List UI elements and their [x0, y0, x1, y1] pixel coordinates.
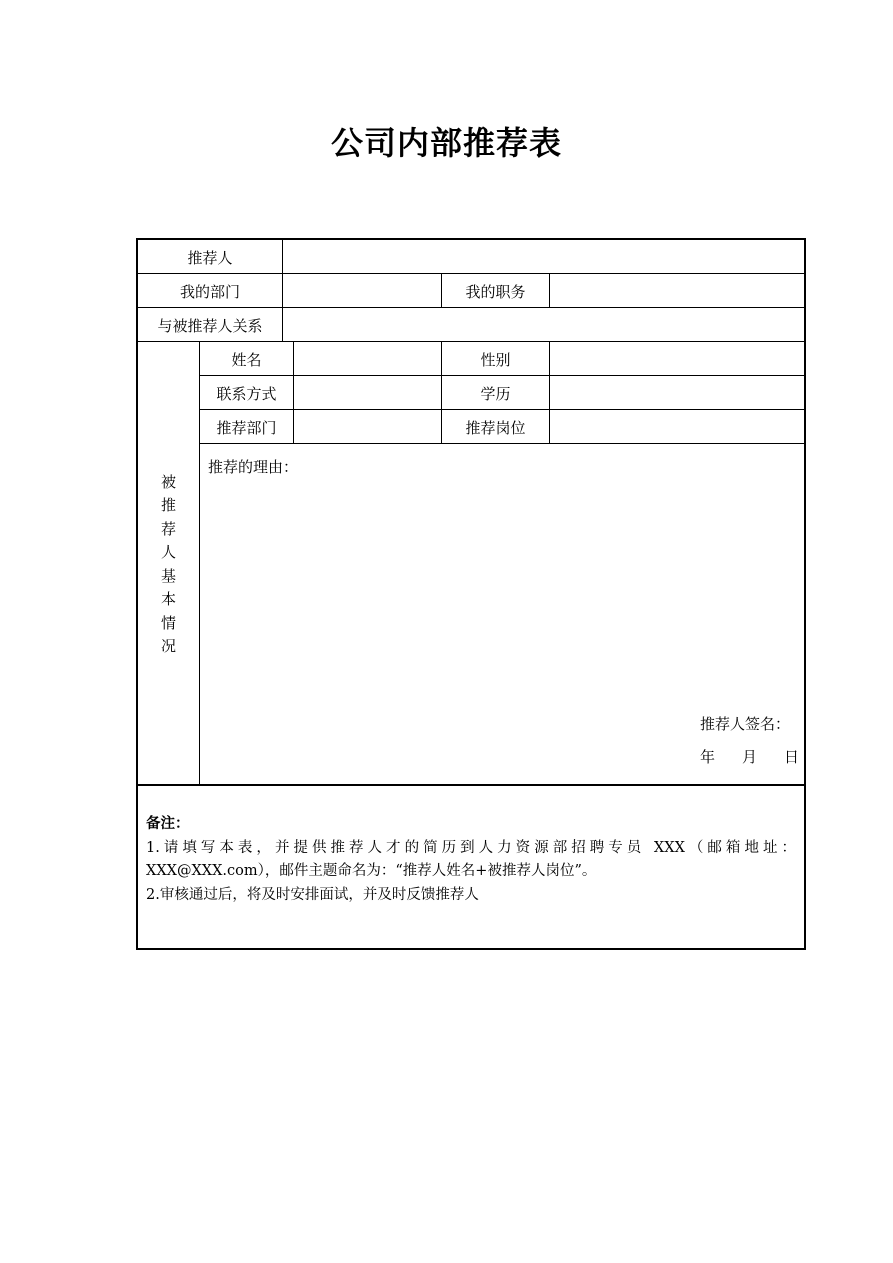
- education-field[interactable]: [550, 376, 803, 409]
- my-position-label: 我的职务: [465, 282, 526, 301]
- recommender-field[interactable]: [283, 240, 803, 273]
- date-month-label: 月: [742, 748, 758, 766]
- date-year-label: 年: [700, 748, 716, 766]
- relation-label: 与被推荐人关系: [157, 316, 263, 335]
- section-char: 情: [160, 613, 176, 632]
- recommendation-form: [136, 238, 806, 950]
- notes-line-1: 1.请填写本表，并提供推荐人才的简历到人力资源部招聘专员 XXX（邮箱地址：: [146, 839, 796, 856]
- relation-field[interactable]: [283, 308, 803, 341]
- recommender-label: 推荐人: [187, 248, 233, 267]
- reason-field[interactable]: [200, 480, 803, 700]
- contact-label: 联系方式: [216, 384, 277, 403]
- section-char: 推: [160, 496, 176, 514]
- name-field[interactable]: [294, 342, 441, 375]
- rec-department-label: 推荐部门: [216, 418, 277, 437]
- notes-section: [146, 813, 796, 907]
- notes-line-1-cont: XXX@XXX.com），邮件主题命名为：“推荐人姓名+被推荐人岗位”。: [146, 863, 597, 879]
- gender-label: 性别: [480, 350, 511, 369]
- signature-label: 推荐人签名：: [700, 715, 791, 733]
- rec-post-label: 推荐岗位: [465, 418, 526, 437]
- rec-post-field[interactable]: [550, 410, 803, 443]
- my-position-field[interactable]: [550, 274, 803, 307]
- page-title: 公司内部推荐表: [330, 124, 562, 162]
- notes-title: 备注：: [146, 816, 190, 832]
- section-char: 基: [160, 566, 176, 585]
- education-label: 学历: [480, 384, 511, 403]
- contact-field[interactable]: [294, 376, 441, 409]
- my-department-field[interactable]: [283, 274, 441, 307]
- section-char: 被: [160, 472, 176, 491]
- date-day-label: 日: [784, 748, 800, 766]
- section-char: 荐: [160, 519, 176, 538]
- rec-department-field[interactable]: [294, 410, 441, 443]
- candidate-section-label: [138, 343, 199, 786]
- notes-line-2: 2.审核通过后，将及时安排面试，并及时反馈推荐人: [146, 886, 479, 903]
- reason-label: 推荐的理由：: [208, 458, 299, 476]
- section-char: 况: [160, 637, 176, 655]
- name-label: 姓名: [231, 350, 262, 369]
- gender-field[interactable]: [550, 342, 803, 375]
- section-char: 人: [160, 543, 176, 561]
- my-department-label: 我的部门: [179, 282, 240, 301]
- section-char: 本: [160, 590, 176, 608]
